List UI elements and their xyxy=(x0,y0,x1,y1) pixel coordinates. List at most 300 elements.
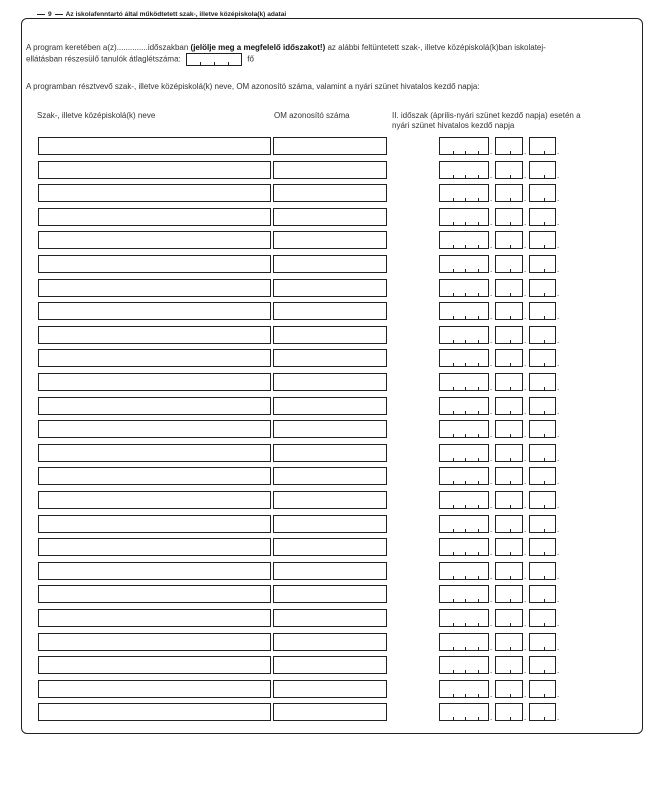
school-name-field[interactable] xyxy=(38,633,271,651)
digit-divider xyxy=(510,151,511,154)
digit-divider xyxy=(453,175,454,178)
digit-divider xyxy=(544,599,545,602)
school-name-field[interactable] xyxy=(38,444,271,462)
om-id-field[interactable] xyxy=(273,562,387,580)
digit-divider xyxy=(465,694,466,697)
table-row xyxy=(0,515,664,533)
date-separator: . xyxy=(524,548,527,557)
date-separator: . xyxy=(557,690,560,699)
digit-divider xyxy=(465,670,466,673)
date-month-field[interactable] xyxy=(495,680,523,698)
digit-divider xyxy=(510,670,511,673)
date-separator: . xyxy=(524,430,527,439)
digit-divider xyxy=(465,245,466,248)
om-id-field[interactable] xyxy=(273,467,387,485)
date-separator: . xyxy=(490,643,493,652)
date-separator: . xyxy=(524,289,527,298)
date-separator: . xyxy=(490,359,493,368)
digit-divider xyxy=(510,552,511,555)
digit-divider xyxy=(465,717,466,720)
digit-divider xyxy=(510,198,511,201)
date-separator: . xyxy=(490,407,493,416)
date-separator: . xyxy=(490,572,493,581)
digit-divider xyxy=(453,623,454,626)
date-year-field[interactable] xyxy=(439,538,489,556)
digit-divider xyxy=(478,552,479,555)
date-year-field[interactable] xyxy=(439,515,489,533)
digit-divider xyxy=(544,434,545,437)
date-month-field[interactable] xyxy=(495,467,523,485)
digit-divider xyxy=(544,269,545,272)
date-separator: . xyxy=(557,477,560,486)
date-separator: . xyxy=(557,643,560,652)
date-separator: . xyxy=(524,477,527,486)
date-day-field[interactable] xyxy=(529,467,556,485)
date-day-field[interactable] xyxy=(529,161,556,179)
date-separator: . xyxy=(557,171,560,180)
om-id-field[interactable] xyxy=(273,137,387,155)
table-row xyxy=(0,538,664,556)
table-row xyxy=(0,231,664,249)
digit-divider xyxy=(453,222,454,225)
intro-paragraph xyxy=(26,42,638,66)
date-separator: . xyxy=(490,430,493,439)
date-month-field[interactable] xyxy=(495,562,523,580)
date-year-field[interactable] xyxy=(439,562,489,580)
digit-divider xyxy=(510,623,511,626)
om-id-field[interactable] xyxy=(273,161,387,179)
date-separator: . xyxy=(524,690,527,699)
digit-divider xyxy=(510,411,511,414)
school-name-field[interactable] xyxy=(38,491,271,509)
table-row xyxy=(0,279,664,297)
om-id-field[interactable] xyxy=(273,585,387,603)
date-day-field[interactable] xyxy=(529,703,556,721)
digit-divider xyxy=(478,434,479,437)
date-separator: . xyxy=(524,643,527,652)
intro-text-before: A program keretében a(z)..............időszakban xyxy=(26,43,189,52)
date-year-field[interactable] xyxy=(439,279,489,297)
date-month-field[interactable] xyxy=(495,420,523,438)
date-year-field[interactable] xyxy=(439,373,489,391)
om-id-field[interactable] xyxy=(273,326,387,344)
date-year-field[interactable] xyxy=(439,349,489,367)
digit-divider xyxy=(544,623,545,626)
date-year-field[interactable] xyxy=(439,585,489,603)
date-day-field[interactable] xyxy=(529,373,556,391)
om-id-field[interactable] xyxy=(273,609,387,627)
school-name-field[interactable] xyxy=(38,302,271,320)
date-day-field[interactable] xyxy=(529,420,556,438)
school-name-field[interactable] xyxy=(38,420,271,438)
date-year-field[interactable] xyxy=(439,184,489,202)
participants-description: A programban résztvevő szak-, illetve középiskolá(k) neve, OM azonosító száma, valamint a nyári szünet hivatalos kezdő napja: xyxy=(26,82,480,91)
intro-emphasis: (jelölje meg a megfelelő időszakot!) xyxy=(190,43,326,52)
date-day-field[interactable] xyxy=(529,397,556,415)
date-year-field[interactable] xyxy=(439,255,489,273)
digit-divider xyxy=(453,269,454,272)
date-separator: . xyxy=(557,218,560,227)
digit-divider xyxy=(453,599,454,602)
date-day-field[interactable] xyxy=(529,326,556,344)
table-row xyxy=(0,326,664,344)
date-day-field[interactable] xyxy=(529,184,556,202)
section-number: 9 xyxy=(48,11,52,18)
table-row xyxy=(0,609,664,627)
date-separator: . xyxy=(490,289,493,298)
average-headcount-field[interactable] xyxy=(186,53,242,66)
date-month-field[interactable] xyxy=(495,373,523,391)
digit-divider xyxy=(544,151,545,154)
date-separator: . xyxy=(557,194,560,203)
date-day-field[interactable] xyxy=(529,491,556,509)
om-id-field[interactable] xyxy=(273,279,387,297)
digit-divider xyxy=(465,647,466,650)
digit-divider xyxy=(453,434,454,437)
digit-divider xyxy=(510,245,511,248)
digit-divider xyxy=(465,363,466,366)
date-separator: . xyxy=(524,241,527,250)
school-name-field[interactable] xyxy=(38,609,271,627)
date-month-field[interactable] xyxy=(495,609,523,627)
date-separator: . xyxy=(557,595,560,604)
date-day-field[interactable] xyxy=(529,656,556,674)
digit-divider xyxy=(510,576,511,579)
date-separator: . xyxy=(557,359,560,368)
column-header-date-line1: II. időszak (április-nyári szünet kezdő napja) esetén a xyxy=(392,111,581,120)
om-id-field[interactable] xyxy=(273,349,387,367)
section-title xyxy=(30,11,290,18)
digit-divider xyxy=(544,293,545,296)
digit-divider xyxy=(478,647,479,650)
digit-divider xyxy=(453,529,454,532)
digit-divider xyxy=(478,670,479,673)
digit-divider xyxy=(544,411,545,414)
school-name-field[interactable] xyxy=(38,184,271,202)
date-month-field[interactable] xyxy=(495,255,523,273)
date-year-field[interactable] xyxy=(439,137,489,155)
date-separator: . xyxy=(524,666,527,675)
digit-divider xyxy=(465,505,466,508)
date-year-field[interactable] xyxy=(439,302,489,320)
date-year-field[interactable] xyxy=(439,397,489,415)
date-separator: . xyxy=(557,289,560,298)
digit-divider xyxy=(544,222,545,225)
date-separator: . xyxy=(490,501,493,510)
section-title-text: Az iskolafenntartó által működtetett szak-, illetve középiskola(k) adatai xyxy=(65,11,287,18)
date-month-field[interactable] xyxy=(495,703,523,721)
school-name-field[interactable] xyxy=(38,585,271,603)
table-row xyxy=(0,137,664,155)
date-day-field[interactable] xyxy=(529,633,556,651)
digit-divider xyxy=(478,363,479,366)
date-separator: . xyxy=(557,430,560,439)
date-month-field[interactable] xyxy=(495,231,523,249)
digit-divider xyxy=(510,387,511,390)
date-month-field[interactable] xyxy=(495,302,523,320)
date-separator: . xyxy=(490,525,493,534)
digit-divider xyxy=(544,363,545,366)
date-separator: . xyxy=(524,265,527,274)
school-name-field[interactable] xyxy=(38,137,271,155)
date-year-field[interactable] xyxy=(439,703,489,721)
school-name-field[interactable] xyxy=(38,397,271,415)
digit-divider xyxy=(453,458,454,461)
digit-divider xyxy=(453,505,454,508)
date-separator: . xyxy=(524,454,527,463)
digit-divider xyxy=(453,694,454,697)
table-row xyxy=(0,208,664,226)
date-separator: . xyxy=(557,383,560,392)
date-year-field[interactable] xyxy=(439,633,489,651)
om-id-field[interactable] xyxy=(273,302,387,320)
om-id-field[interactable] xyxy=(273,680,387,698)
digit-divider xyxy=(544,552,545,555)
date-separator: . xyxy=(524,383,527,392)
date-separator: . xyxy=(557,713,560,722)
digit-divider xyxy=(465,623,466,626)
digit-divider xyxy=(510,316,511,319)
date-month-field[interactable] xyxy=(495,444,523,462)
school-name-field[interactable] xyxy=(38,231,271,249)
date-separator: . xyxy=(557,265,560,274)
date-separator: . xyxy=(490,548,493,557)
digit-divider xyxy=(544,175,545,178)
digit-divider xyxy=(465,293,466,296)
digit-divider xyxy=(544,316,545,319)
digit-divider xyxy=(453,647,454,650)
date-separator: . xyxy=(557,525,560,534)
date-month-field[interactable] xyxy=(495,137,523,155)
om-id-field[interactable] xyxy=(273,491,387,509)
date-month-field[interactable] xyxy=(495,208,523,226)
date-year-field[interactable] xyxy=(439,609,489,627)
date-day-field[interactable] xyxy=(529,208,556,226)
intro-text-after: az alábbi feltüntetett szak-, illetve középiskolá(k)ban iskolatej- xyxy=(327,43,546,52)
date-month-field[interactable] xyxy=(495,397,523,415)
school-name-field[interactable] xyxy=(38,538,271,556)
date-separator: . xyxy=(490,312,493,321)
table-row xyxy=(0,161,664,179)
digit-divider xyxy=(478,576,479,579)
date-year-field[interactable] xyxy=(439,444,489,462)
digit-divider xyxy=(478,269,479,272)
om-id-field[interactable] xyxy=(273,397,387,415)
digit-divider xyxy=(510,458,511,461)
date-year-field[interactable] xyxy=(439,680,489,698)
date-day-field[interactable] xyxy=(529,515,556,533)
date-year-field[interactable] xyxy=(439,491,489,509)
date-day-field[interactable] xyxy=(529,255,556,273)
date-month-field[interactable] xyxy=(495,515,523,533)
date-month-field[interactable] xyxy=(495,279,523,297)
date-month-field[interactable] xyxy=(495,184,523,202)
date-separator: . xyxy=(524,194,527,203)
digit-divider xyxy=(453,552,454,555)
date-month-field[interactable] xyxy=(495,326,523,344)
date-year-field[interactable] xyxy=(439,656,489,674)
school-name-field[interactable] xyxy=(38,515,271,533)
date-year-field[interactable] xyxy=(439,208,489,226)
digit-divider xyxy=(465,576,466,579)
date-day-field[interactable] xyxy=(529,609,556,627)
om-id-field[interactable] xyxy=(273,515,387,533)
date-day-field[interactable] xyxy=(529,231,556,249)
om-id-field[interactable] xyxy=(273,444,387,462)
date-month-field[interactable] xyxy=(495,633,523,651)
date-separator: . xyxy=(490,713,493,722)
digit-divider xyxy=(478,411,479,414)
date-separator: . xyxy=(490,383,493,392)
om-id-field[interactable] xyxy=(273,255,387,273)
digit-divider xyxy=(465,552,466,555)
digit-divider xyxy=(544,647,545,650)
date-day-field[interactable] xyxy=(529,279,556,297)
school-name-field[interactable] xyxy=(38,467,271,485)
table-row xyxy=(0,680,664,698)
unit-label: fő xyxy=(247,54,254,64)
table-row xyxy=(0,373,664,391)
digit-divider xyxy=(453,411,454,414)
date-separator: . xyxy=(490,241,493,250)
digit-divider xyxy=(544,387,545,390)
date-separator: . xyxy=(524,218,527,227)
school-name-field[interactable] xyxy=(38,326,271,344)
digit-divider xyxy=(478,316,479,319)
table-row xyxy=(0,255,664,273)
om-id-field[interactable] xyxy=(273,703,387,721)
school-name-field[interactable] xyxy=(38,680,271,698)
date-separator: . xyxy=(490,265,493,274)
digit-divider xyxy=(465,316,466,319)
om-id-field[interactable] xyxy=(273,208,387,226)
school-name-field[interactable] xyxy=(38,255,271,273)
date-year-field[interactable] xyxy=(439,161,489,179)
table-row xyxy=(0,633,664,651)
digit-divider xyxy=(478,717,479,720)
table-row xyxy=(0,349,664,367)
digit-divider xyxy=(453,481,454,484)
date-separator: . xyxy=(490,690,493,699)
date-month-field[interactable] xyxy=(495,349,523,367)
school-name-field[interactable] xyxy=(38,161,271,179)
date-month-field[interactable] xyxy=(495,491,523,509)
digit-divider xyxy=(465,269,466,272)
column-header-om: OM azonosító száma xyxy=(274,111,350,120)
om-id-field[interactable] xyxy=(273,538,387,556)
date-separator: . xyxy=(557,666,560,675)
date-day-field[interactable] xyxy=(529,349,556,367)
digit-divider xyxy=(465,198,466,201)
digit-divider xyxy=(478,458,479,461)
digit-divider xyxy=(453,340,454,343)
digit-divider xyxy=(465,340,466,343)
om-id-field[interactable] xyxy=(273,656,387,674)
school-name-field[interactable] xyxy=(38,208,271,226)
school-name-field[interactable] xyxy=(38,656,271,674)
digit-divider xyxy=(510,481,511,484)
digit-divider xyxy=(478,340,479,343)
date-separator: . xyxy=(557,241,560,250)
date-year-field[interactable] xyxy=(439,467,489,485)
date-month-field[interactable] xyxy=(495,656,523,674)
digit-divider xyxy=(544,245,545,248)
school-name-field[interactable] xyxy=(38,279,271,297)
digit-divider xyxy=(510,175,511,178)
digit-divider xyxy=(544,458,545,461)
om-id-field[interactable] xyxy=(273,184,387,202)
school-name-field[interactable] xyxy=(38,703,271,721)
date-year-field[interactable] xyxy=(439,231,489,249)
digit-divider xyxy=(465,222,466,225)
digit-divider xyxy=(453,293,454,296)
column-header-name: Szak-, illetve középiskolá(k) neve xyxy=(37,111,156,120)
table-row xyxy=(0,585,664,603)
digit-divider xyxy=(478,245,479,248)
date-year-field[interactable] xyxy=(439,326,489,344)
date-year-field[interactable] xyxy=(439,420,489,438)
om-id-field[interactable] xyxy=(273,420,387,438)
digit-divider xyxy=(478,175,479,178)
date-separator: . xyxy=(557,619,560,628)
date-separator: . xyxy=(490,336,493,345)
digit-divider xyxy=(544,694,545,697)
date-month-field[interactable] xyxy=(495,585,523,603)
digit-divider xyxy=(544,198,545,201)
om-id-field[interactable] xyxy=(273,231,387,249)
om-id-field[interactable] xyxy=(273,373,387,391)
digit-divider xyxy=(544,481,545,484)
digit-divider xyxy=(465,599,466,602)
date-day-field[interactable] xyxy=(529,444,556,462)
date-separator: . xyxy=(524,713,527,722)
digit-divider xyxy=(453,670,454,673)
digit-divider xyxy=(478,198,479,201)
digit-divider xyxy=(544,529,545,532)
date-day-field[interactable] xyxy=(529,538,556,556)
date-separator: . xyxy=(490,194,493,203)
digit-divider xyxy=(510,717,511,720)
date-day-field[interactable] xyxy=(529,302,556,320)
digit-divider xyxy=(478,599,479,602)
digit-divider xyxy=(453,387,454,390)
digit-divider xyxy=(453,198,454,201)
digit-divider xyxy=(478,694,479,697)
date-separator: . xyxy=(490,454,493,463)
table-row xyxy=(0,444,664,462)
date-separator: . xyxy=(490,477,493,486)
date-day-field[interactable] xyxy=(529,680,556,698)
digit-divider xyxy=(478,387,479,390)
date-separator: . xyxy=(490,619,493,628)
digit-divider xyxy=(478,481,479,484)
date-separator: . xyxy=(557,548,560,557)
date-separator: . xyxy=(524,359,527,368)
date-day-field[interactable] xyxy=(529,562,556,580)
date-day-field[interactable] xyxy=(529,137,556,155)
table-row xyxy=(0,302,664,320)
date-month-field[interactable] xyxy=(495,538,523,556)
digit-divider xyxy=(544,340,545,343)
school-name-field[interactable] xyxy=(38,373,271,391)
school-name-field[interactable] xyxy=(38,562,271,580)
date-day-field[interactable] xyxy=(529,585,556,603)
date-month-field[interactable] xyxy=(495,161,523,179)
om-id-field[interactable] xyxy=(273,633,387,651)
digit-divider xyxy=(510,269,511,272)
school-name-field[interactable] xyxy=(38,349,271,367)
digit-divider xyxy=(478,151,479,154)
